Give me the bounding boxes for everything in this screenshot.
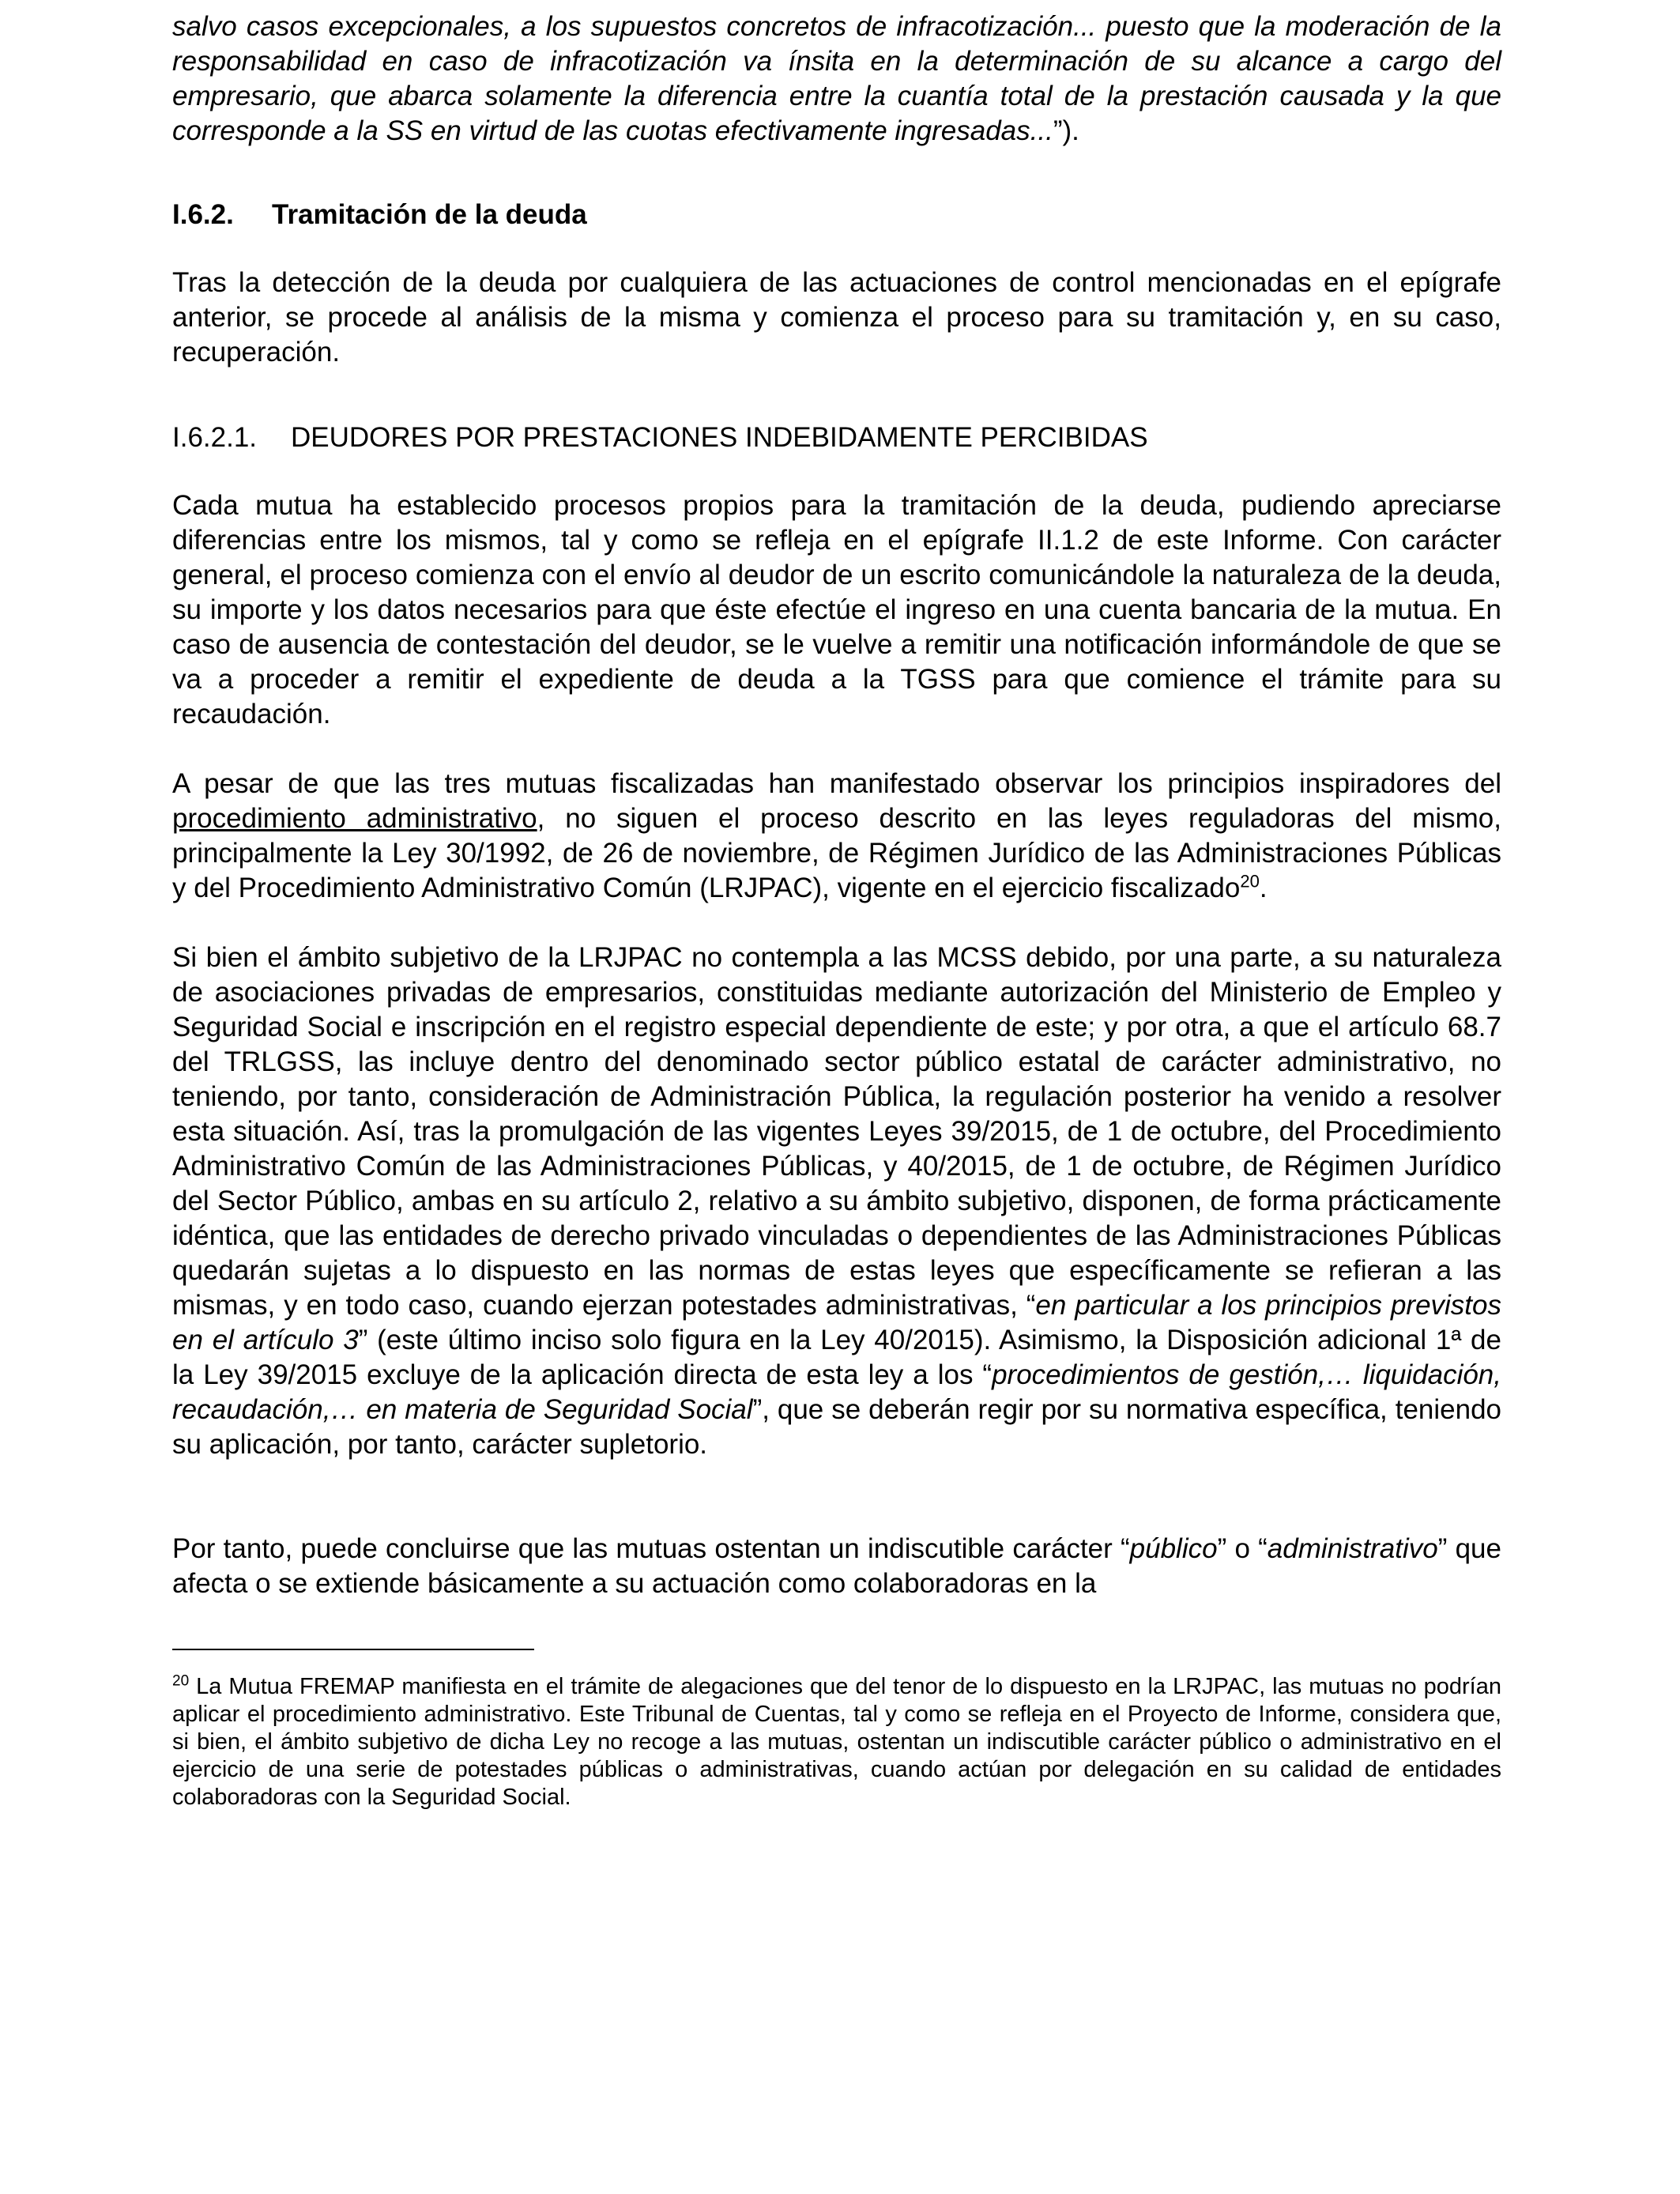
section-heading-162 bbox=[172, 198, 1501, 232]
section-title: Tramitación de la deuda bbox=[272, 199, 587, 230]
footnote-separator bbox=[172, 1649, 534, 1650]
paragraph-3: Si bien el ámbito subjetivo de la LRJPAC no contempla a las MCSS debido, por una parte, a su naturaleza de asociaciones privadas de empresarios, constituidas mediante autorización del Ministerio de Empleo y Seguridad Social e inscripción en el registro especial dependiente de este; y por otra, a que el artículo 68.7 del TRLGSS, las incluye dentro del denominado sector público estatal de carácter administrativo, no teniendo, por tanto, consideración de Administración Pública, la regulación posterior ha venido a resolver esta situación. Así, tras la promulgación de las vigentes Leyes 39/2015, de 1 de octubre, del Procedimiento Administrativo Común de las Administraciones Públicas, y 40/2015, de 1 de octubre, de Régimen Jurídico del Sector Público, ambas en su artículo 2, relativo a su ámbito subjetivo, disponen, de forma prácticamente idéntica, que las entidades de derecho privado vinculadas o dependientes de las Administraciones Públicas quedarán sujetas a lo dispuesto en las normas de estas leyes que específicamente se refieran a las mismas, y en todo caso, cuando ejerzan potestades administrativas, “en particular a los principios previstos en el artículo 3” (este último inciso solo figura en la Ley 40/2015). Asimismo, la Disposición adicional 1ª de la Ley 39/2015 excluye de la aplicación directa de esta ley a los “procedimientos de gestión,… liquidación, recaudación,… en materia de Seguridad Social”, que se deberán regir por su normativa específica, teniendo su aplicación, por tanto, carácter supletorio. bbox=[172, 942, 1502, 1460]
section-162-paragraph: Tras la detección de la deuda por cualquiera de las actuaciones de control mencionadas en el epígrafe anterior, se procede al análisis de la misma y comienza el proceso para su tramitación y, en su caso, recuperación. bbox=[172, 267, 1501, 368]
section-heading-1621 bbox=[172, 420, 1501, 455]
quote-italic-2: procedimientos de gestión,… liquidación, recaudación,… en materia de Seguridad Social bbox=[172, 1359, 1501, 1425]
continuation-quote: salvo casos excepcionales, a los supuestos concretos de infracotización... puesto que la moderación de la responsabilidad en caso de infracotización va ínsita en la determinación de su alcance a cargo del empresario, que abarca solamente la diferencia entre la cuantía total de la prestación causada y la que corresponde a la SS en virtud de las cuotas efectivamente ingresadas... bbox=[172, 11, 1501, 146]
footnote bbox=[172, 1673, 1501, 1811]
continuation-quote-end: ”). bbox=[1053, 115, 1079, 146]
section-number: I.6.2. bbox=[172, 199, 234, 230]
quote-italic-1: en particular a los principios previstos en el artículo 3 bbox=[172, 1290, 1501, 1355]
footnote-number: 20 bbox=[172, 1672, 190, 1690]
continuation-paragraph bbox=[172, 9, 1501, 149]
subsection-title: DEUDORES POR PRESTACIONES INDEBIDAMENTE PERCIBIDAS bbox=[291, 422, 1148, 453]
underlined-term: procedimiento administrativo bbox=[172, 803, 537, 834]
paragraph-2: A pesar de que las tres mutuas fiscalizadas han manifestado observar los principios inspiradores del procedimiento administrativo, no siguen el proceso descrito en las leyes reguladoras del mismo, principalmente la Ley 30/1992, de 26 de noviembre, de Régimen Jurídico de las Administraciones Públicas y del Procedimiento Administrativo Común (LRJPAC), vigente en el ejercicio fiscalizado$^{20}$. bbox=[172, 768, 1502, 903]
paragraph-4: Por tanto, puede concluirse que las mutuas ostentan un indiscutible carácter “público” o “administrativo” que afecta o se extiende básicamente a su actuación como colaboradoras en la bbox=[172, 1533, 1501, 1599]
footnote-text: La Mutua FREMAP manifiesta en el trámite de alegaciones que del tenor de lo dispuesto en la LRJPAC, las mutuas no podrían aplicar el procedimiento administrativo. Este Tribunal de Cuentas, tal y como se refleja en el Proyecto de Informe, considera que, si bien, el ámbito subjetivo de dicha Ley no recoge a las mutuas, ostentan un indiscutible carácter público o administrativo en el ejercicio de una serie de potestades públicas o administrativas, cuando actúan por delegación en su calidad de entidades colaboradoras con la Seguridad Social. bbox=[172, 1674, 1501, 1810]
footnote-ref: 20 bbox=[1240, 871, 1260, 892]
paragraph-1: Cada mutua ha establecido procesos propios para la tramitación de la deuda, pudiendo apreciarse diferencias entre los mismos, tal y como se refleja en el epígrafe II.1.2 de este Informe. Con carácter general, el proceso comienza con el envío al deudor de un escrito comunicándole la naturaleza de la deuda, su importe y los datos necesarios para que éste efectúe el ingreso en una cuenta bancaria de la mutua. En caso de ausencia de contestación del deudor, se le vuelve a remitir una notificación informándole de que se va a proceder a remitir el expediente de deuda a la TGSS para que comience el trámite para su recaudación. bbox=[172, 490, 1501, 729]
subsection-number: I.6.2.1. bbox=[172, 422, 258, 453]
